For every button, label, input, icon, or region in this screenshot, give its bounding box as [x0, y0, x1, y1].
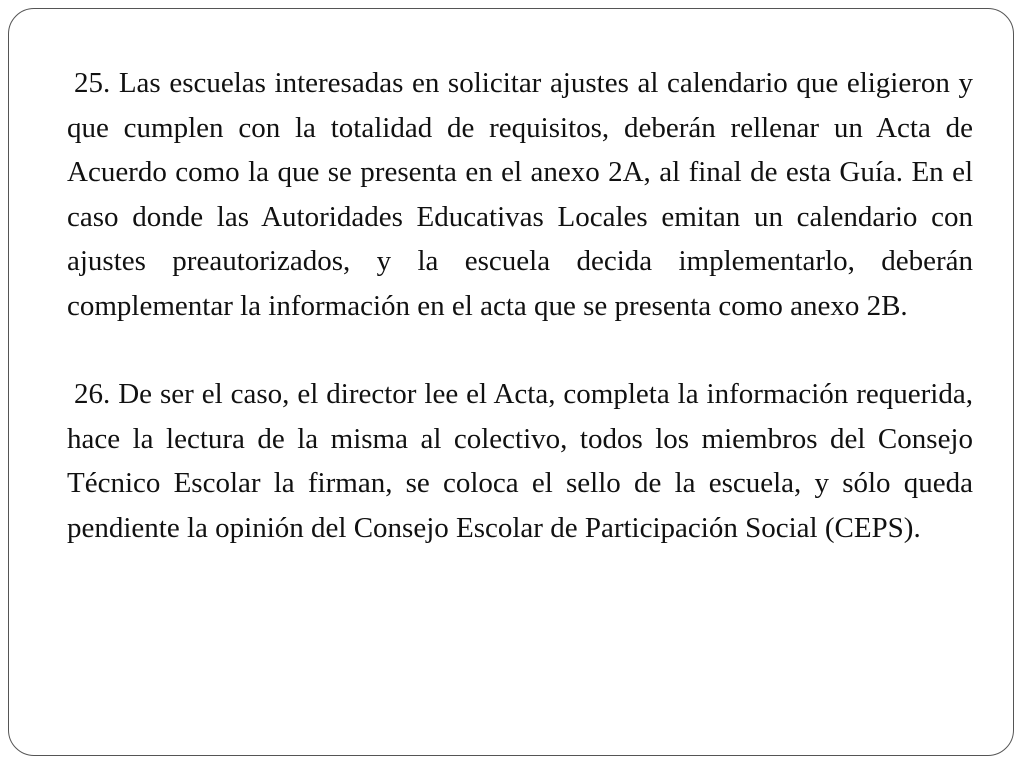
- paragraph-26: 26. De ser el caso, el director lee el Acta, completa la información requerida, hace la lectura de la misma al colectivo, todos los miembros del Consejo Técnico Escolar la firman, se coloca el sello de la escuela, y sólo queda pendiente la opinión del Consejo Escolar de Participación Social (CEPS).: [67, 378, 973, 544]
- slide-frame: [8, 8, 1014, 756]
- paragraph-25: 25. Las escuelas interesadas en solicitar ajustes al calendario que eligieron y que cumplen con la totalidad de requisitos, deberán rellenar un Acta de Acuerdo como la que se presenta en el anexo 2A, al final de esta Guía. En el caso donde las Autoridades Educativas Locales emitan un calendario con ajustes preautorizados, y la escuela decida implementarlo, deberán complementar la información en el acta que se presenta como anexo 2B.: [67, 67, 973, 322]
- slide-content: [67, 61, 973, 550]
